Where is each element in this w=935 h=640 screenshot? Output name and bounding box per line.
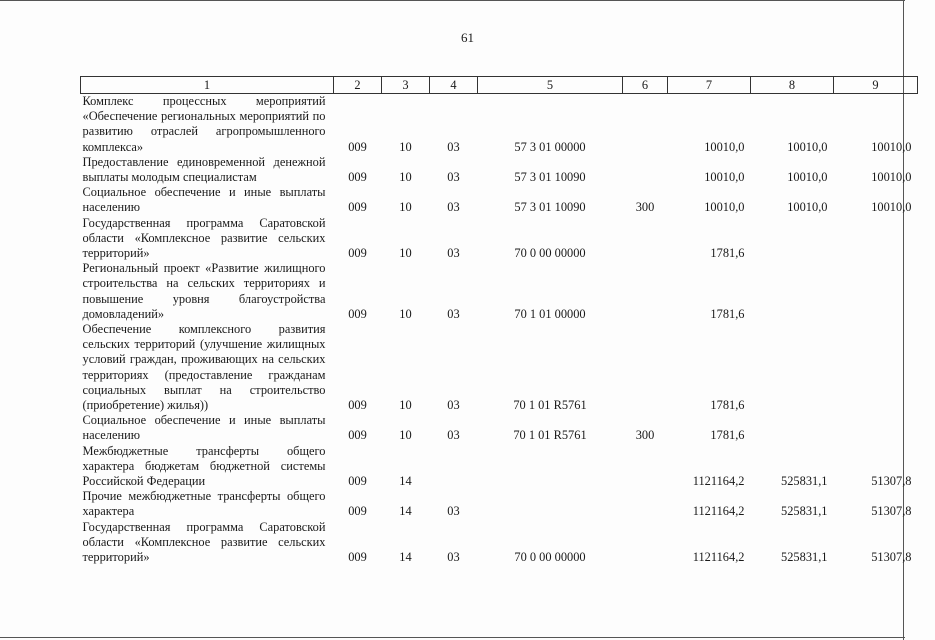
column-header: 1 (81, 77, 334, 94)
column-header: 3 (382, 77, 430, 94)
cell-expense-type: 300 (635, 200, 655, 215)
cell-section-code: 10 (399, 428, 412, 443)
cell-expense-type (623, 261, 668, 322)
cell-amount-1: 1121164,2 (692, 550, 745, 565)
table-row (81, 94, 918, 155)
cell-subsection-code: 03 (447, 246, 460, 261)
column-header: 4 (430, 77, 478, 94)
table-row (81, 489, 918, 519)
cell-target-article: 57 3 01 10090 (514, 170, 586, 185)
table-body (81, 94, 918, 566)
column-header: 6 (623, 77, 668, 94)
cell-amount-2 (751, 322, 834, 413)
cell-amount-3: 51307,8 (871, 550, 912, 565)
cell-subsection-code: 03 (447, 398, 460, 413)
cell-amount-3 (834, 261, 918, 322)
table-row (81, 261, 918, 322)
table-row (81, 216, 918, 262)
cell-target-article: 70 1 01 R5761 (513, 398, 587, 413)
cell-subsection-code: 03 (447, 504, 460, 519)
cell-amount-1: 1781,6 (710, 398, 745, 413)
row-name: Обеспечение комплексного развития сельских территорий (улучшение жилищных условий граждан, проживающих на сельских территориях (предоставление гражданам социальных выплат на строительство (приобретение) жилья)) (82, 322, 326, 413)
row-name: Государственная программа Саратовской области «Комплексное развитие сельских территорий» (82, 519, 326, 565)
table-row (81, 155, 918, 185)
cell-amount-1: 10010,0 (704, 139, 745, 154)
cell-target-article: 70 0 00 00000 (514, 246, 586, 261)
cell-section-code: 14 (399, 550, 412, 565)
cell-amount-2 (751, 216, 834, 262)
cell-subsection-code: 03 (447, 306, 460, 321)
row-name: Межбюджетные трансферты общего характера бюджетам бюджетной системы Российской Федерации (82, 443, 326, 489)
table-row (81, 185, 918, 215)
cell-expense-type (623, 520, 668, 566)
cell-expense-type (623, 94, 668, 155)
cell-section-code: 10 (399, 170, 412, 185)
cell-amount-1: 1781,6 (710, 306, 745, 321)
cell-amount-1: 1121164,2 (692, 474, 745, 489)
cell-section-code: 14 (399, 504, 412, 519)
cell-expense-type (623, 322, 668, 413)
cell-amount-3: 10010,0 (871, 139, 912, 154)
cell-amount-3 (834, 413, 918, 443)
cell-expense-type (623, 444, 668, 490)
cell-amount-2: 10010,0 (787, 200, 828, 215)
cell-target-article: 57 3 01 00000 (514, 139, 586, 154)
cell-amount-2: 525831,1 (781, 550, 828, 565)
cell-section-code: 10 (399, 246, 412, 261)
column-header: 7 (668, 77, 751, 94)
cell-subsection-code: 03 (447, 200, 460, 215)
cell-subsection-code: 03 (447, 139, 460, 154)
cell-target-article: 70 1 01 00000 (514, 306, 586, 321)
cell-amount-3: 10010,0 (871, 170, 912, 185)
cell-ministry-code: 009 (348, 246, 367, 261)
cell-expense-type (623, 155, 668, 185)
cell-amount-2: 10010,0 (787, 170, 828, 185)
page-edge-top (0, 0, 905, 1)
column-header: 9 (834, 77, 918, 94)
row-name: Предоставление единовременной денежной выплаты молодым специалистам (82, 154, 326, 185)
cell-amount-1: 10010,0 (704, 200, 745, 215)
row-name: Социальное обеспечение и иные выплаты населению (82, 185, 326, 215)
row-name: Государственная программа Саратовской области «Комплексное развитие сельских территорий» (82, 215, 326, 261)
cell-ministry-code: 009 (348, 398, 367, 413)
cell-amount-3: 51307,8 (871, 504, 912, 519)
cell-amount-3 (834, 322, 918, 413)
cell-ministry-code: 009 (348, 170, 367, 185)
cell-section-code: 10 (399, 398, 412, 413)
cell-ministry-code: 009 (348, 139, 367, 154)
page-number: 61 (461, 30, 474, 45)
cell-subsection-code: 03 (447, 428, 460, 443)
cell-amount-1: 1121164,2 (692, 504, 745, 519)
cell-expense-type (623, 489, 668, 519)
table-row (81, 322, 918, 413)
cell-amount-2: 525831,1 (781, 504, 828, 519)
cell-amount-1: 10010,0 (704, 170, 745, 185)
table-row (81, 444, 918, 490)
cell-amount-3: 51307,8 (871, 474, 912, 489)
table-row (81, 520, 918, 566)
cell-amount-2 (751, 413, 834, 443)
cell-amount-2 (751, 261, 834, 322)
page-edge-bottom (0, 637, 905, 638)
cell-amount-3: 10010,0 (871, 200, 912, 215)
cell-target-article: 57 3 01 10090 (514, 200, 586, 215)
cell-ministry-code: 009 (348, 200, 367, 215)
cell-amount-1: 1781,6 (710, 246, 745, 261)
cell-ministry-code: 009 (348, 428, 367, 443)
row-name: Прочие межбюджетные трансферты общего характера (82, 489, 326, 519)
column-header: 8 (751, 77, 834, 94)
cell-section-code: 10 (399, 200, 412, 215)
row-name: Социальное обеспечение и иные выплаты населению (82, 413, 326, 443)
table-row (81, 413, 918, 443)
cell-section-code: 10 (399, 139, 412, 154)
cell-target-article: 70 1 01 R5761 (513, 428, 587, 443)
cell-subsection-code: 03 (447, 170, 460, 185)
cell-ministry-code: 009 (348, 306, 367, 321)
cell-ministry-code: 009 (348, 474, 367, 489)
cell-subsection-code (430, 444, 478, 490)
header-row (81, 77, 918, 94)
row-name: Комплекс процессных мероприятий «Обеспечение региональных мероприятий по развитию отраслей агропромышленного комплекса» (82, 94, 326, 154)
cell-amount-2: 10010,0 (787, 139, 828, 154)
cell-ministry-code: 009 (348, 504, 367, 519)
cell-target-article (478, 489, 623, 519)
column-header: 5 (478, 77, 623, 94)
cell-expense-type: 300 (635, 428, 655, 443)
cell-expense-type (623, 216, 668, 262)
cell-ministry-code: 009 (348, 550, 367, 565)
cell-section-code: 14 (399, 474, 412, 489)
cell-target-article: 70 0 00 00000 (514, 550, 586, 565)
row-name: Региональный проект «Развитие жилищного строительства на сельских территориях и повышение уровня благоустройства домовладений» (82, 261, 326, 321)
cell-amount-1: 1781,6 (710, 428, 745, 443)
cell-section-code: 10 (399, 306, 412, 321)
cell-target-article (478, 444, 623, 490)
cell-subsection-code: 03 (447, 550, 460, 565)
cell-amount-2: 525831,1 (781, 474, 828, 489)
column-header: 2 (334, 77, 382, 94)
cell-amount-3 (834, 216, 918, 262)
budget-table (80, 76, 918, 565)
